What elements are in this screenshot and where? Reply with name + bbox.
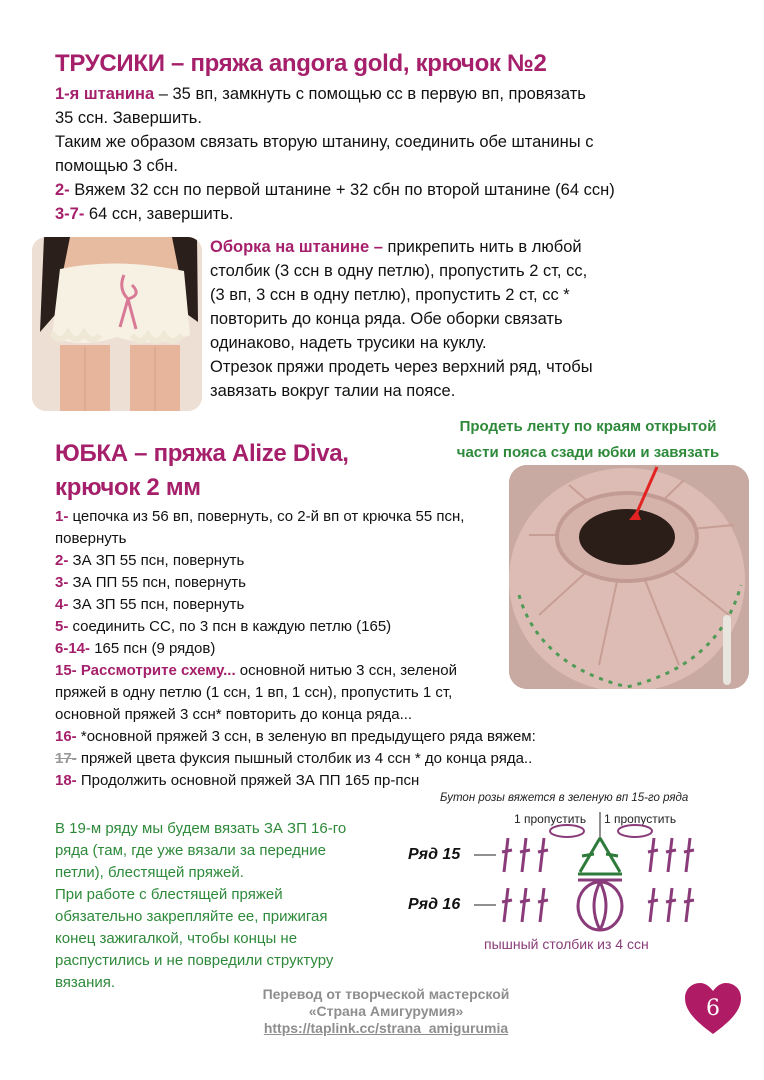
green-note-line: обязательно закрепляйте ее, прижигая (55, 908, 328, 925)
skirt-row (55, 682, 615, 704)
green-note-line: распустились и не повредили структуру (55, 952, 334, 969)
row-label: 17- (55, 750, 77, 767)
row-text: *основной пряжей 3 ссн, в зеленую вп предыдущего ряда вяжем: (76, 728, 536, 745)
row-text: пряжей в одну петлю (1 ссн, 1 вп, 1 ссн), пропустить 1 ст, (55, 684, 453, 701)
ruffle-line-b: столбик (3 ссн в одну петлю), пропустить 2 ст, сс, (210, 262, 588, 280)
doll-shorts-photo (32, 237, 202, 411)
skirt-row (55, 550, 510, 572)
ruffle-label: Оборка на штанине – (210, 238, 383, 256)
skirt-row (55, 660, 615, 682)
skirt-row (55, 616, 510, 638)
skirt-row (55, 506, 510, 528)
crochet-chart (470, 810, 730, 940)
row2-text: Вяжем 32 ссн по первой штанине + 32 сбн по второй штанине (64 ссн) (69, 181, 615, 199)
row2-line (55, 178, 745, 202)
skirt-row (55, 528, 510, 550)
row37-label: 3-7- (55, 205, 85, 223)
skirt-row (55, 594, 510, 616)
row-text: ЗА ЗП 55 псн, повернуть (68, 552, 245, 569)
footer-link[interactable]: https://taplink.cc/strana_amigurumia (263, 1020, 509, 1036)
leg1-line-b: 35 ссн. Завершить. (55, 109, 202, 127)
page-number-heart (684, 982, 742, 1036)
row16-stitches (502, 888, 694, 922)
ribbon-note-b: части пояса сзади юбки и завязать (456, 444, 720, 461)
row-label: 5- (55, 618, 69, 635)
skirt-title-a: ЮБКА – пряжа Alize Diva, (55, 440, 349, 467)
skip-oval-right (618, 825, 652, 837)
ruffle-line-a (210, 235, 670, 259)
doll-shorts-illustration (32, 237, 202, 411)
row37-text: 64 ссн, завершить. (84, 205, 234, 223)
green-note (55, 818, 385, 994)
row15-label: Ряд 15 (408, 846, 461, 863)
ribbon-note (418, 414, 758, 466)
skirt-row (55, 704, 615, 726)
skip-label-right: 1 пропустить (604, 812, 677, 826)
shorts-instructions (55, 82, 745, 226)
page-number: 6 (706, 996, 720, 1021)
diagram-caption: Бутон розы вяжется в зеленую вп 15-го ряда (440, 792, 689, 804)
ruffle-instructions (210, 235, 670, 403)
green-note-line: ряда (там, где уже вязали за передние (55, 842, 326, 859)
ruffle-line-e: одинаково, надеть трусики на куклу. (210, 334, 487, 352)
skip-label-left: 1 пропустить (514, 812, 587, 826)
leg1-label: 1-я штанина (55, 85, 155, 103)
skirt-row (55, 748, 615, 770)
row-label: 3- (55, 574, 69, 591)
skirt-illustration (509, 465, 749, 689)
green-note-line: При работе с блестящей пряжей (55, 886, 283, 903)
ruffle-text-a: прикрепить нить в любой (382, 238, 582, 256)
row-text: Продолжить основной пряжей ЗА ПП 165 пр-псн (76, 772, 420, 789)
puff-stitch-symbol (578, 880, 622, 930)
ruffle-line-g: завязать вокруг талии на поясе. (210, 382, 456, 400)
green-v-stitch (578, 838, 622, 874)
leg1-text: – 35 вп, замкнуть с помощью сс в первую вп, провязать (154, 85, 586, 103)
row-label: 6-14- (55, 640, 91, 657)
puff-stitch-label: пышный столбик из 4 ссн (484, 936, 649, 952)
skirt-row (55, 638, 510, 660)
same-line-a: Таким же образом связать вторую штанину, соединить обе штанины с (55, 133, 594, 151)
row-text: повернуть (55, 530, 127, 547)
ruffle-line-f: Отрезок пряжи продеть через верхний ряд, чтобы (210, 358, 593, 376)
skirt-title-b: крючок 2 мм (55, 474, 201, 501)
skirt-row (55, 770, 615, 792)
row-text: основной нитью 3 ссн, зеленой (235, 662, 457, 679)
row-text: ЗА ЗП 55 псн, повернуть (68, 596, 245, 613)
row-label: 16- (55, 728, 77, 745)
row37-line (55, 202, 745, 226)
green-note-line: вязания. (55, 974, 116, 991)
row-label: 2- (55, 552, 69, 569)
skirt-photo (509, 465, 749, 689)
ribbon-note-a: Продеть ленту по краям открытой (459, 418, 717, 435)
row-text: ЗА ПП 55 псн, повернуть (68, 574, 246, 591)
green-note-line: В 19-м ряду мы будем вязать ЗА ЗП 16-го (55, 820, 347, 837)
row-text: соединить СС, по 3 псн в каждую петлю (165) (68, 618, 392, 635)
skirt-rows-b (55, 660, 615, 792)
green-note-line: конец зажигалкой, чтобы концы не (55, 930, 298, 947)
same-line-b: помощью 3 сбн. (55, 157, 178, 175)
skirt-row (55, 572, 510, 594)
shorts-title: ТРУСИКИ – пряжа angora gold, крючок №2 (55, 50, 547, 77)
footer-credits (200, 986, 572, 1037)
row-label: 18- (55, 772, 77, 789)
leg1-line (55, 82, 745, 106)
row-label: 4- (55, 596, 69, 613)
ruffle-line-c: (3 вп, 3 ссн в одну петлю), пропустить 2 ст, сс * (210, 286, 570, 304)
row-text: пряжей цвета фуксия пышный столбик из 4 ссн * до конца ряда.. (76, 750, 533, 767)
row2-label: 2- (55, 181, 70, 199)
footer-line-2: «Страна Амигурумия» (308, 1003, 464, 1019)
skirt-rows (55, 506, 510, 660)
ruffle-line-d: повторить до конца ряда. Обе оборки связать (210, 310, 563, 328)
green-note-line: петли), блестящей пряжей. (55, 864, 244, 881)
row-text: 165 псн (9 рядов) (90, 640, 216, 657)
row-label: 15- Рассмотрите схему... (55, 662, 236, 679)
row-text: основной пряжей 3 ссн* повторить до конца ряда... (55, 706, 413, 723)
row-label: 1- (55, 508, 69, 525)
skip-oval-left (550, 825, 584, 837)
row16-label: Ряд 16 (408, 896, 461, 913)
row-text: цепочка из 56 вп, повернуть, со 2-й вп от крючка 55 псн, (68, 508, 465, 525)
skirt-row (55, 726, 615, 748)
footer-line-1: Перевод от творческой мастерской (262, 986, 510, 1002)
